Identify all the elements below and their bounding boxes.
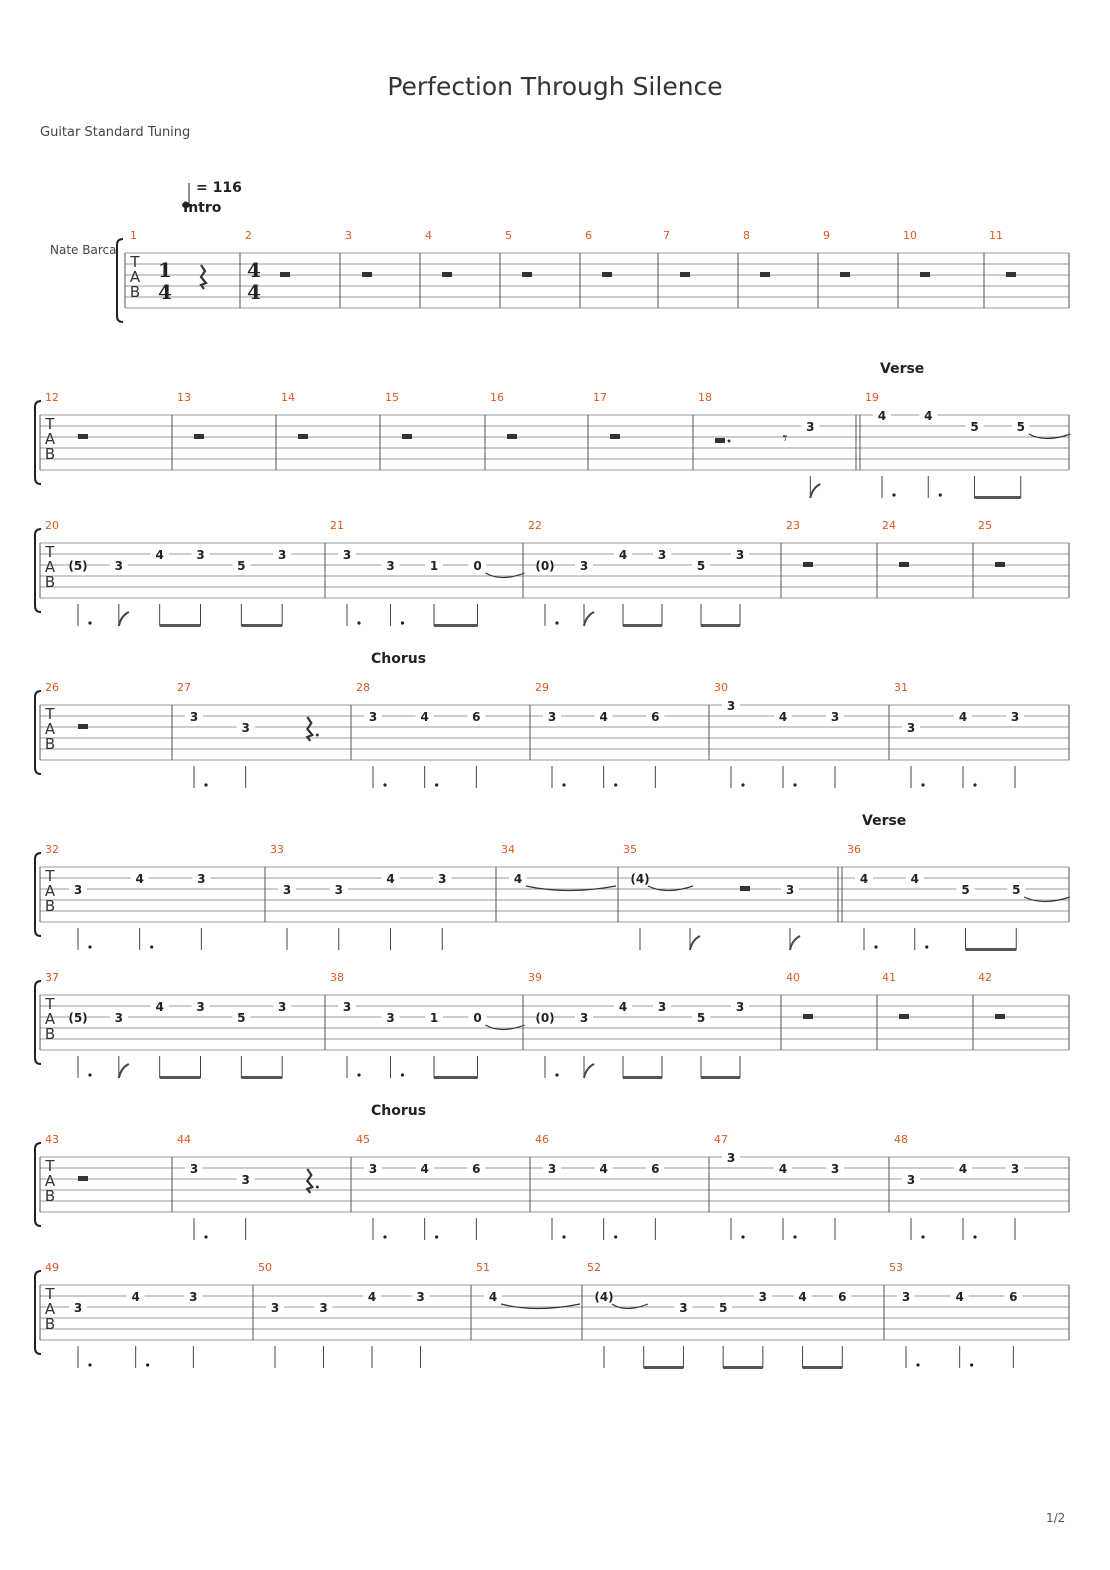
whole-rest	[760, 272, 770, 277]
whole-rest	[680, 272, 690, 277]
tie-arc	[486, 1025, 525, 1030]
fret-number: 4	[488, 1290, 498, 1304]
rhythm-dot	[401, 621, 404, 624]
bar-number: 24	[882, 519, 896, 532]
tuning-label: Guitar Standard Tuning	[40, 125, 191, 140]
fret-number: 3	[196, 548, 205, 562]
whole-rest	[602, 272, 612, 277]
fret-number: (5)	[68, 559, 88, 573]
fret-number: 4	[420, 1162, 429, 1176]
bar-number: 43	[45, 1133, 59, 1146]
fret-number: 4	[513, 872, 523, 886]
tab-clef-letter: A	[129, 268, 141, 286]
bar-number: 26	[45, 681, 59, 694]
fret-number: 3	[319, 1301, 328, 1315]
rest-dot	[316, 1186, 319, 1189]
fret-number: 4	[798, 1290, 807, 1304]
section-marker: Verse	[862, 813, 907, 829]
fret-number: 3	[830, 1162, 840, 1176]
tie-arc	[648, 886, 693, 891]
fret-number: 3	[189, 1290, 198, 1304]
tab-clef-letter: A	[44, 558, 56, 576]
rhythm-dot	[614, 783, 617, 786]
fret-number: 4	[420, 710, 429, 724]
tie-arc	[1029, 434, 1071, 439]
tab-clef-letter: A	[44, 720, 56, 738]
whole-rest	[995, 1014, 1005, 1019]
rhythm-dot	[88, 1363, 91, 1366]
fret-number: 6	[1009, 1290, 1018, 1304]
bar-number: 32	[45, 843, 59, 856]
fret-number: 3	[334, 883, 343, 897]
whole-rest	[194, 434, 204, 439]
bar-number: 5	[505, 229, 512, 242]
fret-number: 4	[135, 872, 144, 886]
fret-number: 3	[270, 1301, 280, 1315]
rhythm-dot	[150, 945, 153, 948]
whole-rest	[920, 272, 930, 277]
rhythm-dot	[892, 493, 895, 496]
beam	[803, 1366, 843, 1369]
bar-number: 7	[663, 229, 670, 242]
fret-number: 4	[955, 1290, 964, 1304]
whole-rest	[280, 272, 290, 277]
fret-number: 5	[696, 1011, 706, 1025]
fret-number: 3	[806, 420, 815, 434]
fret-number: (0)	[535, 559, 555, 573]
fret-number: 6	[472, 1162, 481, 1176]
fret-number: 6	[651, 1162, 660, 1176]
fret-number: 4	[618, 1000, 628, 1014]
fret-number: 4	[618, 548, 628, 562]
time-signature-numerator: 4	[247, 258, 261, 282]
fret-number: 4	[778, 1162, 788, 1176]
bar-number: 29	[535, 681, 549, 694]
fret-number: (4)	[594, 1290, 614, 1304]
rhythm-dot	[973, 1235, 976, 1238]
fret-number: 3	[386, 1011, 395, 1025]
fret-number: 3	[342, 1000, 352, 1014]
bar-number: 12	[45, 391, 59, 404]
tab-clef-letter: B	[44, 445, 56, 463]
eighth-flag	[584, 1064, 594, 1078]
fret-number: 4	[877, 409, 887, 423]
bar-number: 41	[882, 971, 896, 984]
rest-dot	[316, 734, 319, 737]
section-marker: Intro	[183, 200, 222, 216]
tab-clef-letter: A	[44, 1010, 56, 1028]
fret-number: 3	[657, 548, 667, 562]
fret-number: 3	[758, 1290, 768, 1304]
tab-clef-letter: B	[44, 1315, 56, 1333]
bar-number: 8	[743, 229, 750, 242]
fret-number: 3	[679, 1301, 688, 1315]
rhythm-dot	[970, 1363, 973, 1366]
beam	[241, 1076, 282, 1079]
track-name: Nate Barca	[50, 243, 117, 257]
tab-clef-letter: A	[44, 1172, 56, 1190]
bar-number: 2	[245, 229, 252, 242]
tab-clef-letter: B	[129, 283, 141, 301]
beam	[160, 1076, 201, 1079]
fret-number: 3	[386, 559, 395, 573]
fret-number: 3	[197, 872, 206, 886]
rhythm-dot	[874, 945, 877, 948]
tab-clef-letter: T	[45, 867, 55, 885]
fret-number: 3	[726, 1151, 736, 1165]
tab-clef-letter: T	[45, 705, 55, 723]
rhythm-dot	[383, 783, 386, 786]
fret-number: 3	[579, 1011, 589, 1025]
fret-number: 5	[970, 420, 979, 434]
rhythm-dot	[88, 621, 91, 624]
fret-number: 3	[735, 548, 745, 562]
tab-clef-letter: B	[44, 735, 56, 753]
rhythm-dot	[916, 1363, 919, 1366]
beam	[241, 624, 282, 627]
rhythm-dot	[562, 783, 565, 786]
tab-clef-letter: B	[44, 573, 56, 591]
fret-number: 4	[599, 1162, 608, 1176]
bar-number: 16	[490, 391, 504, 404]
rhythm-dot	[204, 783, 207, 786]
fret-number: 6	[472, 710, 481, 724]
whole-rest	[298, 434, 308, 439]
bar-number: 53	[889, 1261, 903, 1274]
fret-number: 4	[131, 1290, 140, 1304]
quarter-rest	[201, 265, 206, 289]
fret-number: 3	[189, 710, 199, 724]
eighth-flag	[584, 612, 594, 626]
fret-number: 4	[910, 872, 919, 886]
rhythm-dot	[401, 1073, 404, 1076]
fret-number: 3	[282, 883, 292, 897]
bar-number: 38	[330, 971, 344, 984]
fret-number: (0)	[535, 1011, 555, 1025]
fret-number: 3	[906, 721, 916, 735]
beam	[701, 624, 740, 627]
whole-rest	[899, 1014, 909, 1019]
whole-rest	[78, 434, 88, 439]
eighth-flag	[810, 484, 820, 498]
fret-number: 4	[958, 710, 968, 724]
rhythm-dot	[562, 1235, 565, 1238]
fret-number: 4	[155, 548, 164, 562]
whole-rest	[803, 1014, 813, 1019]
fret-number: 5	[1012, 883, 1021, 897]
time-signature-denominator: 4	[158, 280, 172, 304]
bar-number: 21	[330, 519, 344, 532]
fret-number: 3	[368, 1162, 378, 1176]
tab-clef-letter: T	[130, 253, 140, 271]
tab-clef-letter: A	[44, 430, 56, 448]
tab-clef-letter: T	[45, 543, 55, 561]
rhythm-dot	[555, 621, 558, 624]
bar-number: 28	[356, 681, 370, 694]
fret-number: 3	[73, 883, 83, 897]
system-bracket	[117, 239, 123, 322]
bar-number: 4	[425, 229, 432, 242]
whole-rest	[362, 272, 372, 277]
bar-number: 14	[281, 391, 295, 404]
bar-number: 45	[356, 1133, 370, 1146]
eighth-flag	[790, 936, 800, 950]
tab-clef-letter: A	[44, 882, 56, 900]
whole-rest	[78, 1176, 88, 1181]
tie-arc	[612, 1304, 648, 1309]
fret-number: 5	[961, 883, 970, 897]
bar-number: 37	[45, 971, 59, 984]
fret-number: 3	[196, 1000, 205, 1014]
whole-rest	[507, 434, 517, 439]
beam	[434, 1076, 478, 1079]
fret-number: 6	[651, 710, 660, 724]
whole-rest	[840, 272, 850, 277]
fret-number: 1	[429, 1011, 439, 1025]
beam	[723, 1366, 763, 1369]
bar-number: 50	[258, 1261, 272, 1274]
fret-number: 4	[859, 872, 869, 886]
whole-rest	[78, 724, 88, 729]
beam	[701, 1076, 740, 1079]
tempo-marking: = 116	[196, 180, 242, 196]
tie-arc	[526, 886, 616, 891]
rhythm-dot	[555, 1073, 558, 1076]
bar-number: 10	[903, 229, 917, 242]
bar-number: 30	[714, 681, 728, 694]
beam	[623, 624, 662, 627]
fret-number: 5	[696, 559, 706, 573]
bar-number: 22	[528, 519, 542, 532]
bar-number: 20	[45, 519, 59, 532]
bar-number: 44	[177, 1133, 191, 1146]
bar-number: 40	[786, 971, 800, 984]
fret-number: 3	[241, 721, 250, 735]
rhythm-dot	[357, 621, 360, 624]
bar-number: 33	[270, 843, 284, 856]
eighth-flag	[119, 1064, 129, 1078]
tie-arc	[501, 1304, 580, 1309]
fret-number: 3	[901, 1290, 911, 1304]
fret-number: (5)	[68, 1011, 88, 1025]
rhythm-dot	[614, 1235, 617, 1238]
fret-number: 4	[924, 409, 933, 423]
beam	[434, 624, 478, 627]
whole-rest	[740, 886, 750, 891]
score-title: Perfection Through Silence	[387, 72, 723, 101]
bar-number: 35	[623, 843, 637, 856]
fret-number: 3	[657, 1000, 667, 1014]
fret-number: 3	[277, 548, 287, 562]
section-marker: Chorus	[371, 651, 427, 667]
whole-rest	[899, 562, 909, 567]
rhythm-dot	[88, 945, 91, 948]
whole-rest	[522, 272, 532, 277]
tie-arc	[486, 573, 525, 578]
bar-number: 15	[385, 391, 399, 404]
rhythm-dot	[925, 945, 928, 948]
beam	[975, 496, 1021, 499]
bar-number: 6	[585, 229, 592, 242]
quarter-rest	[307, 1169, 312, 1193]
bar-number: 47	[714, 1133, 728, 1146]
whole-rest	[442, 272, 452, 277]
whole-rest	[610, 434, 620, 439]
beam	[966, 948, 1017, 951]
fret-number: 4	[958, 1162, 968, 1176]
bar-number: 1	[130, 229, 137, 242]
rhythm-dot	[741, 783, 744, 786]
fret-number: 5	[718, 1301, 728, 1315]
rhythm-dot	[793, 783, 796, 786]
bar-number: 3	[345, 229, 352, 242]
tab-clef-letter: T	[45, 415, 55, 433]
fret-number: 0	[473, 1011, 482, 1025]
time-signature-numerator: 1	[158, 258, 172, 282]
fret-number: 3	[114, 1011, 124, 1025]
fret-number: 4	[778, 710, 788, 724]
tab-clef-letter: T	[45, 1285, 55, 1303]
fret-number: 3	[830, 710, 840, 724]
fret-number: 3	[342, 548, 352, 562]
whole-rest	[1006, 272, 1016, 277]
fret-number: (4)	[630, 872, 650, 886]
fret-number: 3	[189, 1162, 199, 1176]
bar-number: 34	[501, 843, 515, 856]
bar-number: 52	[587, 1261, 601, 1274]
tab-clef-letter: T	[45, 1157, 55, 1175]
fret-number: 3	[114, 559, 124, 573]
tab-clef-letter: A	[44, 1300, 56, 1318]
whole-rest	[995, 562, 1005, 567]
eighth-rest: 𝄾	[782, 428, 788, 449]
rhythm-dot	[793, 1235, 796, 1238]
rhythm-dot	[921, 783, 924, 786]
fret-number: 3	[241, 1173, 250, 1187]
fret-number: 4	[367, 1290, 377, 1304]
fret-number: 3	[726, 699, 736, 713]
bar-number: 42	[978, 971, 992, 984]
bar-number: 17	[593, 391, 607, 404]
eighth-flag	[690, 936, 700, 950]
time-signature-denominator: 4	[247, 280, 261, 304]
bar-number: 48	[894, 1133, 908, 1146]
fret-number: 3	[368, 710, 378, 724]
fret-number: 3	[547, 710, 557, 724]
bar-number: 13	[177, 391, 191, 404]
fret-number: 4	[599, 710, 608, 724]
rhythm-dot	[88, 1073, 91, 1076]
fret-number: 3	[416, 1290, 425, 1304]
bar-number: 23	[786, 519, 800, 532]
bar-number: 46	[535, 1133, 549, 1146]
tie-arc	[1024, 897, 1070, 902]
bar-number: 51	[476, 1261, 490, 1274]
rhythm-dot	[383, 1235, 386, 1238]
fret-number: 3	[547, 1162, 557, 1176]
rhythm-dot	[435, 1235, 438, 1238]
fret-number: 6	[838, 1290, 847, 1304]
rhythm-dot	[973, 783, 976, 786]
whole-rest	[803, 562, 813, 567]
rhythm-dot	[146, 1363, 149, 1366]
beam	[623, 1076, 662, 1079]
fret-number: 3	[735, 1000, 745, 1014]
tab-clef-letter: T	[45, 995, 55, 1013]
rhythm-dot	[435, 783, 438, 786]
rhythm-dot	[357, 1073, 360, 1076]
fret-number: 5	[1016, 420, 1025, 434]
fret-number: 4	[386, 872, 395, 886]
rhythm-dot	[741, 1235, 744, 1238]
fret-number: 3	[906, 1173, 916, 1187]
bar-number: 11	[989, 229, 1003, 242]
page-number: 1/2	[1046, 1511, 1066, 1525]
rest-dot	[728, 440, 731, 443]
fret-number: 3	[1010, 710, 1020, 724]
fret-number: 3	[785, 883, 795, 897]
eighth-flag	[119, 612, 129, 626]
bar-number: 36	[847, 843, 861, 856]
beam	[644, 1366, 684, 1369]
bar-number: 39	[528, 971, 542, 984]
bar-number: 27	[177, 681, 191, 694]
rhythm-dot	[939, 493, 942, 496]
bar-number: 19	[865, 391, 879, 404]
fret-number: 5	[237, 1011, 246, 1025]
fret-number: 3	[1010, 1162, 1020, 1176]
bar-number: 49	[45, 1261, 59, 1274]
bar-number: 25	[978, 519, 992, 532]
rhythm-dot	[921, 1235, 924, 1238]
fret-number: 3	[277, 1000, 287, 1014]
quarter-rest	[307, 717, 312, 741]
whole-rest	[402, 434, 412, 439]
fret-number: 4	[155, 1000, 164, 1014]
bar-number: 9	[823, 229, 830, 242]
fret-number: 1	[429, 559, 439, 573]
fret-number: 5	[237, 559, 246, 573]
tab-clef-letter: B	[44, 897, 56, 915]
rhythm-dot	[204, 1235, 207, 1238]
fret-number: 3	[579, 559, 589, 573]
half-rest	[715, 438, 725, 443]
tab-clef-letter: B	[44, 1187, 56, 1205]
fret-number: 3	[73, 1301, 83, 1315]
bar-number: 31	[894, 681, 908, 694]
fret-number: 0	[473, 559, 482, 573]
tab-clef-letter: B	[44, 1025, 56, 1043]
section-marker: Verse	[880, 361, 925, 377]
section-marker: Chorus	[371, 1103, 427, 1119]
bar-number: 18	[698, 391, 712, 404]
beam	[160, 624, 201, 627]
fret-number: 3	[438, 872, 447, 886]
